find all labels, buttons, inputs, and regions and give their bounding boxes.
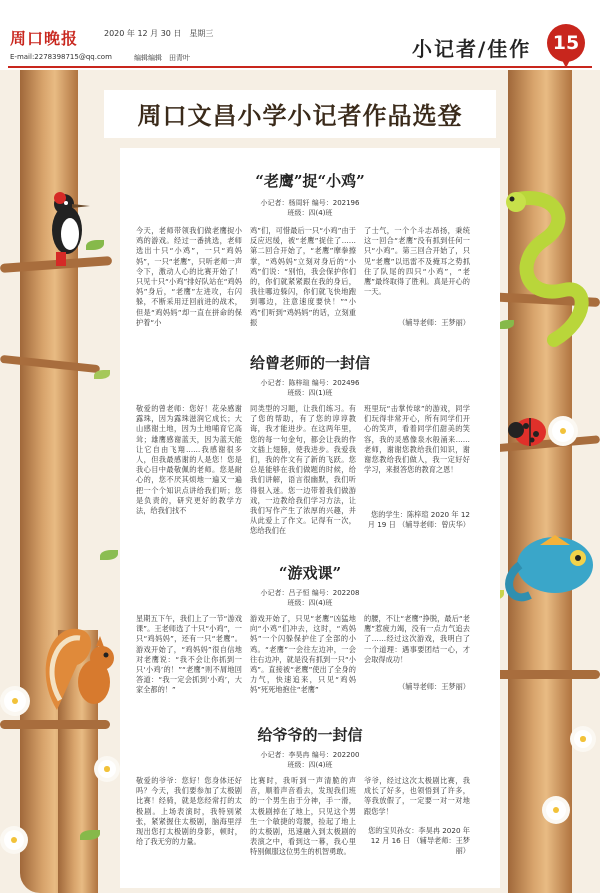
article-class: 班级：四(4)班: [287, 599, 333, 607]
article-byline: 小记者：李昊冉 编号：202200: [260, 751, 360, 759]
article-column: 同类型的习题，让我们练习。有了您的帮助，有了您的谆谆教诲，我才能进步。在这两年里，您的每一句金句，都会让我的作文插上翅膀，使我进步。我爱我们，我的作文有了新的飞跃。您总是能够在我们做题的时候，给我们讲解，语言很幽默，我们听得很入迷。您一边带着我们做游戏，一边教给我们学习方法，让我们写作产生了浓厚的兴趣，并从此爱上了作文。记得有一次，您给我们在: [250, 404, 356, 536]
page-header: [0, 0, 600, 66]
daisy-flower: [98, 760, 116, 778]
editor-credit: 编辑编辑 田青叶: [134, 54, 190, 62]
article-column: 敬爱的爷爷：您好！您身体还好吗？今天，我们要参加了太极剧比赛！经骑，就是您经常打的太极剧。上场表演时，我特别紧张，紧紧握住太极剧，脑海里浮现出您打太极剧的身影，顿时，给了我无穷的力量。: [136, 776, 242, 847]
contact-email: E-mail:2278398715@qq.com: [10, 53, 112, 61]
squirrel-illustration: [42, 600, 122, 720]
page-title: 周口文昌小学小记者作品选登: [137, 101, 463, 130]
article-column: 了士气，一个个斗志昂扬，秉统这一回合“老鹰”没有抓到任何一只“小鸡”。第三回合开始了，只见“老鹰”以迅雷不及掩耳之势抓住了队尾的四只“小鸡”，“老鹰”最终取得了胜利。真是开心的一天。: [364, 226, 470, 297]
article-title: “游戏课”: [278, 564, 342, 582]
daisy-flower: [4, 690, 26, 712]
article-byline: 小记者：杨周轩 编号：202196: [260, 199, 360, 207]
page-number-badge: 15: [547, 24, 585, 62]
daisy-flower: [4, 830, 24, 850]
article-column: 今天，老师带领我们做老鹰捉小鸡的游戏。经过一番挑选，老师选出十只“小鸡”，一只“鸡妈妈”，一只“老鹰”，只听老师一声令下，激动人心的比赛开始了！只见十只“小鸡”排好队站在“鸡妈妈”身后，“老鹰”左进攻，右闪躲，不断采用迂回前进的战术，但是“鸡妈妈”却一直在拼命的保护着“小: [136, 226, 242, 327]
chameleon-illustration: [500, 520, 600, 610]
section-title: 小记者/佳作: [412, 37, 532, 61]
article-column: 游戏开始了，只见“老鹰”凶猛地向“小鸡”们冲去，这时，“鸡妈妈”一个闪躲保护住了全部的小鸡。“老鹰”一会往左边冲，一会往右边冲，就是没有抓到一只“小鸡”。直接被“老鹰”使出了全身的力气，快速追来，只见“鸡妈妈”死死地抱住“老鹰”: [250, 614, 356, 695]
issue-date: 2020 年 12 月 30 日 星期三: [104, 29, 214, 38]
article-column: 爷爷，经过这次太极剧比赛，我成长了好多，也领悟到了许多，等我放假了，一定要一对一对地跟您学！: [364, 776, 470, 816]
left-branch: [0, 720, 110, 729]
article-class: 班级：四(1)班: [287, 389, 333, 397]
newspaper-logo: 周口晚报: [10, 29, 79, 48]
article-signature: 您的学生：陈梓瑄 2020 年 12 月 19 日 （辅导老师：曾庆华）: [367, 510, 470, 530]
daisy-flower: [546, 800, 566, 820]
article-column: 星期五下午，我们上了一节“游戏课”。王老师选了十只“小鸡”，一只“鸡妈妈”，还有一只“老鹰”。游戏开始了，“鸡妈妈”很自信地对老鹰说：“我不会让你抓到一只‘小鸡’的！”“老鹰”则不屑地回答道：“我一定会抓到‘小鸡’，大家全都的！”: [136, 614, 242, 695]
header-rule: [8, 66, 592, 68]
daisy-flower: [574, 730, 592, 748]
woodpecker-illustration: [42, 188, 92, 268]
snake-illustration: [494, 190, 594, 350]
article-title: “老鹰”捉“小鸡”: [255, 172, 365, 190]
leaf: [94, 370, 110, 379]
article-class: 班级：四(4)班: [287, 761, 333, 769]
article-class: 班级：四(4)班: [287, 209, 333, 217]
daisy-flower: [552, 420, 574, 442]
article-column: 敬爱的曾老师：您好！花朵感谢露珠，因为露珠滋润它成长；大山感谢土地，因为土地哺育它高耸；雄鹰感谢蓝天，因为蓝天能让它自由飞翔……我感谢很多人，但我最感谢的人是您！您是我心目中最敬佩的老师。您是耐心的，您不厌其烦地一遍又一遍把一个个知识点讲给我们听；您是负责的，研究更好的教学方法，给我们找不: [136, 404, 242, 516]
article-title: 给爷爷的一封信: [257, 726, 363, 744]
article-tutor: （辅导老师：王梦丽）: [398, 318, 470, 327]
article-byline: 小记者：吕子恒 编号：202208: [260, 589, 360, 597]
article-column: 鸡”们，可惜最后一只“小鸡”由于反应迟缓，被“老鹰”捉住了……第二回合开始了，“老鹰”摩拳擦掌，“鸡妈妈”立刻对身后的“小鸡”们说：“别怕，我会保护你们的，你们就紧紧跟在我的身后，我往哪边躲闪，你们就飞快地跑到哪边，注意速度要快！”“小鸡”们听到“鸡妈妈”的话，立刻重振: [250, 226, 356, 327]
article-signature: 您的宝贝孙女：李昊冉 2020 年 12 月 16 日 （辅导老师：王梦丽）: [368, 826, 470, 856]
right-branch: [490, 670, 600, 679]
article-column: 班里玩“击掌传球”的游戏，同学们玩得非常开心，所有同学们开心的笑声，看着同学们甜美的笑容，我的灵感像泉水般涌来……老师，谢谢您教给我们知识，谢谢您教给我们做人，我一定好好学习，来报答您的教育之恩！: [364, 404, 470, 475]
article-column: 的腰，不让“老鹰”挣脱，最后“老鹰”惹疲力竭，没有一点力气追去了……经过这次游戏，我明白了一个道理：遇事要团结一心，才会取得成功！: [364, 614, 470, 664]
article-tutor: （辅导老师：王梦丽）: [398, 682, 470, 691]
article-column: 比赛时，我听到一声清脆的声音，顺着声音看去，发现我们班的一个男生由于分神，手一滑，太极剧掉在了地上，只见这个男生一个敏捷的弯腰，捡起了地上的太极剧，迅速融入到太极剧的表演之中，看到这一幕，我心里特别佩服这位男生的机智勇敢。: [250, 776, 356, 857]
leaf: [100, 550, 118, 560]
article-title: 给曾老师的一封信: [249, 354, 370, 372]
article-byline: 小记者：陈梓瑄 编号：202496: [260, 379, 360, 387]
ladybug-illustration: [506, 410, 550, 450]
